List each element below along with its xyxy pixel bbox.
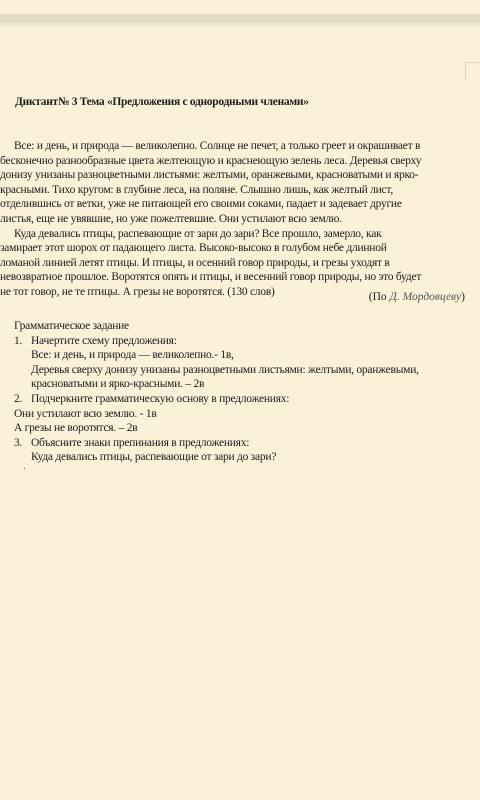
dictation-text (0, 139, 480, 300)
top-bar-shadow (0, 23, 480, 26)
text-line: ломаной линией летят птицы. И птицы, и осенний говор природы, и грезы уходят в (0, 256, 390, 269)
top-bar (0, 14, 480, 23)
text-line: невозвратное прошлое. Воротятся опять и птицы, и весенний говор природы, но это будет (0, 271, 422, 284)
task-number: 3. (14, 436, 23, 449)
attribution-prefix: (По (368, 291, 390, 303)
text-line: не тот говор, не те птицы. А грезы не воротятся. (130 слов) (0, 285, 275, 298)
task-line: красноватыми и ярко-красными. – 2в (31, 378, 205, 391)
page-title: Диктант№ 3 Тема «Предложения с однородными членами» (15, 96, 309, 108)
text-line: донизу унизаны разноцветными листьями: желтыми, оранжевыми, красноватыми и ярко- (0, 169, 419, 182)
task-number: 1. (14, 334, 23, 347)
text-line: отделившись от ветки, уже не питающей его своими соками, падает и задевает другие (0, 198, 402, 211)
grammar-task (14, 319, 419, 465)
task-text: Объясните знаки препинания в предложениях: (31, 436, 250, 449)
text-line: бесконечно разнообразные цвета желтеющую и краснеющую зелень леса. Деревья сверху (0, 154, 422, 167)
task-text: Начертите схему предложения: (31, 334, 177, 347)
text-line: красными. Тихо кругом: в глубине леса, на поляне. Слышно лишь, как желтый лист, (0, 183, 393, 196)
attribution (369, 291, 465, 303)
task-line: Деревья сверху донизу унизаны разноцветными листьями: желтыми, оранжевыми, (31, 363, 419, 376)
text-line: листья, еще не увявшие, но уже пожелтевшие. Они устилают всю землю. (0, 212, 342, 225)
task-2 (14, 392, 419, 407)
task-line: Они устилают всю землю. - 1в (14, 407, 157, 420)
attribution-author: Д. Мордовцеву (389, 291, 462, 303)
attribution-suffix: ) (461, 291, 465, 303)
task-line: Куда девались птицы, распевающие от зари до зари? (31, 451, 277, 464)
stray-dot: . (23, 460, 26, 472)
task-1 (14, 334, 419, 349)
page-corner (465, 62, 480, 81)
task-line: А грезы не воротятся. – 2в (14, 422, 138, 435)
task-text: Подчеркните грамматическую основу в предложениях: (31, 392, 290, 405)
task-number: 2. (14, 392, 23, 405)
task-3 (14, 436, 419, 451)
grammar-heading: Грамматическое задание (14, 320, 129, 332)
text-line: замирает этот шорох от падающего листа. Высоко-высоко в голубом небе длинной (0, 242, 387, 255)
text-line: Все: и день, и природа — великолепно. Солнце не печет, а только греет и окрашивает в (14, 140, 421, 152)
text-line: Куда девались птицы, распевающие от зари до зари? Все прошло, замерло, как (14, 227, 382, 240)
task-line: Все: и день, и природа — великолепно.- 1в, (31, 349, 234, 362)
